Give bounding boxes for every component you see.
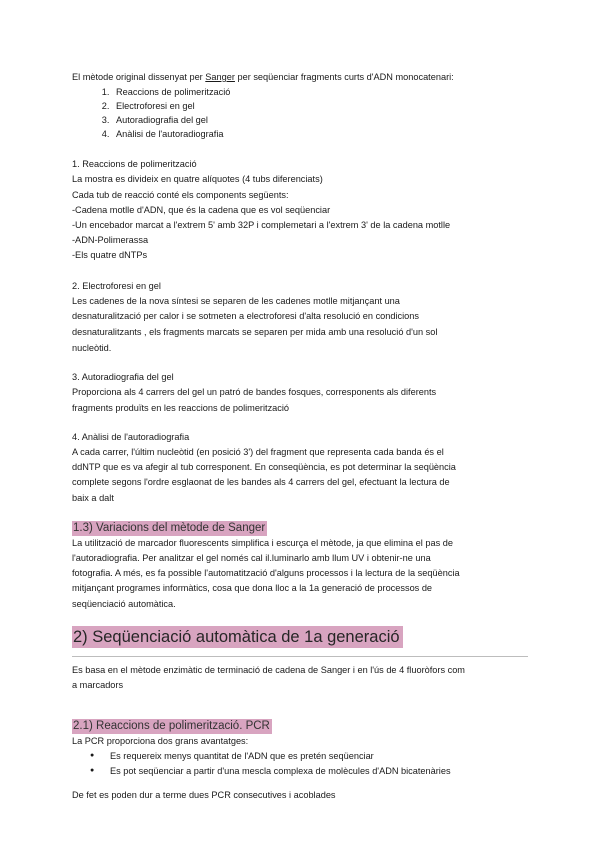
steps-list	[72, 85, 532, 141]
section-2-heading: 2) Seqüenciació automàtica de 1a generació	[72, 626, 403, 648]
list-item: 3. Autoradiografia del gel	[112, 113, 532, 127]
heading-divider	[72, 656, 528, 657]
paragraph-line: fotografia. A més, es fa possible l'automatització d'alguns processos i la lectura de la seqüència	[72, 568, 460, 579]
list-item: ● Es requereix menys quantitat de l'ADN que es pretén seqüenciar	[102, 749, 532, 764]
section-1-title: 1. Reaccions de polimerització	[72, 159, 197, 170]
list-item: 4. Anàlisi de l'autoradiografia	[112, 127, 532, 141]
section-2-1-heading: 2.1) Reaccions de polimerització. PCR	[73, 720, 270, 733]
intro-text-end: per seqüenciar fragments curts d'ADN monocatenari:	[234, 72, 454, 82]
list-item: 2. Electroforesi en gel	[112, 99, 532, 113]
section-3-title: 3. Autoradiografia del gel	[72, 372, 174, 383]
paragraph-line: Proporciona als 4 carrers del gel un patró de bandes fosques, corresponents als diferents	[72, 387, 437, 398]
paragraph-line: -Els quatre dNTPs	[72, 250, 148, 261]
paragraph-line: La utilització de marcador fluorescents simplifica i escurça el mètode, ja que elimina el pas de	[72, 537, 453, 548]
paragraph-line: desnaturalització per calor i se sotmeten a electroforesi d'alta resolució en condicions	[72, 311, 419, 322]
paragraph-line: fragments produïts en les reaccions de polimerització	[72, 402, 290, 413]
paragraph-line: desnaturalitzants , els fragments marcats se separen per mida amb una resolució d'un sol	[72, 327, 438, 338]
section-4-title: 4. Anàlisi de l'autoradiografia	[72, 431, 190, 442]
paragraph-line: Les cadenes de la nova síntesi se separen de les cadenes motlle mitjançant una	[72, 295, 400, 306]
intro-paragraph	[72, 70, 532, 85]
paragraph-line: mitjançant programes informàtics, cosa que dona lloc a la 1a generació de processos de	[72, 583, 433, 594]
paragraph-line: seqüenciació automàtica.	[72, 598, 176, 609]
paragraph-line: De fet es poden dur a terme dues PCR consecutives i acoblades	[72, 790, 336, 801]
document-page	[72, 70, 532, 804]
paragraph-line: ddNTP que es va afegir al tub corresponent. En conseqüència, es pot determinar la seqüència	[72, 462, 456, 473]
advantages-list	[72, 749, 532, 778]
paragraph-line: -ADN-Polimerassa	[72, 235, 149, 246]
paragraph-line: baix a dalt	[72, 492, 114, 503]
paragraph-line: A cada carrer, l'últim nucleòtid (en posició 3') del fragment que representa cada banda és el	[72, 447, 444, 458]
list-item: 1. Reaccions de polimerització	[112, 85, 532, 99]
paragraph-line: -Un encebador marcat a l'extrem 5' amb 32P i complemetari a l'extrem 3' de la cadena motlle	[72, 220, 451, 231]
paragraph-line: a marcadors	[72, 680, 124, 691]
section-2-title: 2. Electroforesi en gel	[72, 280, 161, 291]
sanger-link[interactable]: Sanger	[205, 72, 235, 82]
paragraph-line: Es basa en el mètode enzimàtic de terminació de cadena de Sanger i en l'ús de 4 fluoròfors com	[72, 664, 465, 675]
paragraph-line: l'autoradiografia. Per analitzar el gel només cal il.luminarlo amb llum UV i obtenir-ne una	[72, 553, 431, 564]
section-1-3-heading: 1.3) Variacions del mètode de Sanger	[73, 521, 266, 534]
list-item: ● Es pot seqüenciar a partir d'una mescla complexa de molècules d'ADN bicatenàries	[102, 764, 532, 779]
paragraph-line: nucleòtid.	[72, 342, 112, 353]
paragraph-line: complete segons l'ordre esglaonat de les bandes als 4 carrers del gel, efectuant la lectura de	[72, 477, 450, 488]
paragraph-line: Cada tub de reacció conté els components següents:	[72, 189, 289, 200]
paragraph-line: La mostra es divideix en quatre alíquotes (4 tubs diferenciats)	[72, 174, 323, 185]
paragraph-line: -Cadena motlle d'ADN, que és la cadena que es vol seqüenciar	[72, 204, 331, 215]
paragraph-line: La PCR proporciona dos grans avantatges:	[72, 736, 249, 747]
intro-text: El mètode original dissenyat per	[72, 72, 206, 82]
